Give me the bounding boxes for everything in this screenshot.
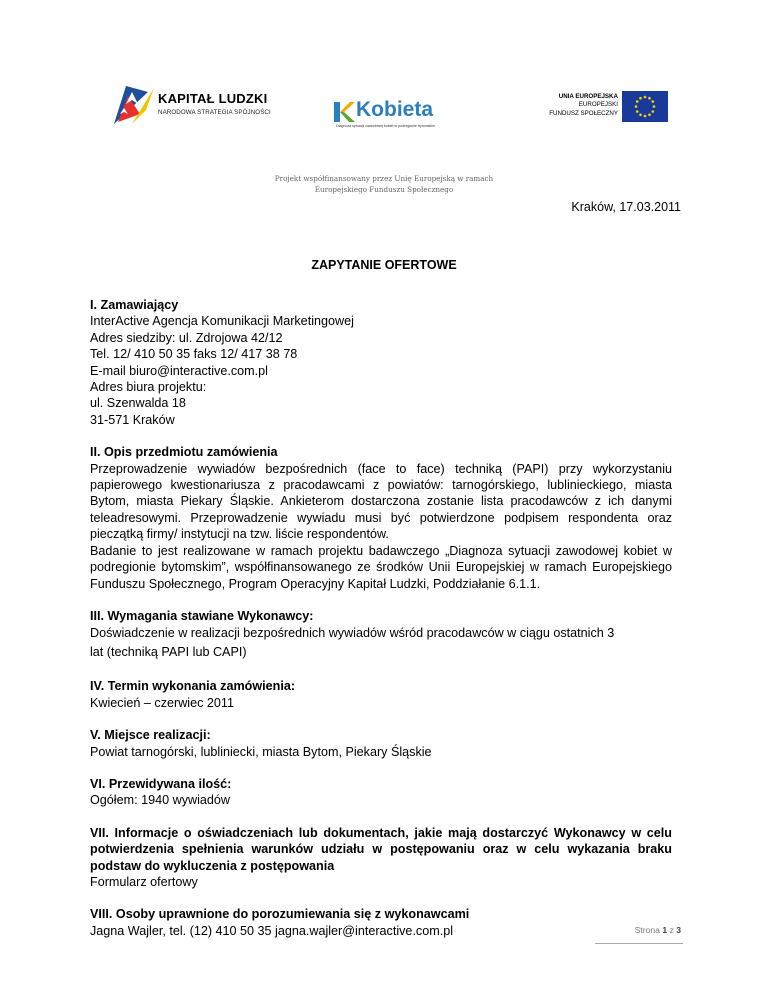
section-heading: IV. Termin wykonania zamówienia: xyxy=(90,679,296,694)
document-body xyxy=(90,297,672,955)
page-number xyxy=(635,925,681,935)
project-office-street: ul. Szenwalda 18 xyxy=(90,396,186,411)
section-location xyxy=(90,727,672,760)
kobieta-k-icon xyxy=(332,101,356,123)
section-deadline xyxy=(90,678,672,711)
cofinancing-line1: Projekt współfinansowany przez Unię Europejską w ramach xyxy=(274,174,494,183)
cofinancing-note xyxy=(0,173,768,195)
page-total: 3 xyxy=(676,925,681,935)
kapital-ludzki-subtitle: NARODOWA STRATEGIA SPÓJNOŚCI xyxy=(158,109,271,116)
kobieta-title: Kobieta xyxy=(356,98,434,121)
page-current: 1 xyxy=(662,925,668,935)
document-date: Kraków, 17.03.2011 xyxy=(571,200,681,214)
requirements-line: Doświadczenie w realizacji bezpośrednich wywiadów wśród pracodawców w ciągu ostatnich 3 xyxy=(90,626,615,641)
section-heading: III. Wymagania stawiane Wykonawcy: xyxy=(90,608,314,623)
eu-logo-line2: EUROPEJSKI xyxy=(578,101,618,109)
description-paragraph: Przeprowadzenie wywiadów bezpośrednich (face to face) techniką (PAPI) przy wykorzystaniu papierowego kwestionariusza z pracodawcami z powiatów: tarnogórskiego, lublinieckiego, miasta Bytom, miasta Piekary Śląskie. Ankieterom dostarczona zostanie lista pracodawców z ich danymi teleadresowymi. Przeprowadzenie wywiadu musi być potwierdzone podpisem respondenta oraz pieczątką firmy/ instytucji na tzw. liście respondentów. xyxy=(90,461,672,542)
section-order-description xyxy=(90,444,672,592)
project-paragraph: Badanie to jest realizowane w ramach projektu badawczego „Diagnoza sytuacji zawodowej kobiet w podregionie bytomskim”, współfinansowanego ze środków Unii Europejskiej w ramach Europejskiego Funduszu Społecznego, Program Operacyjny Kapitał Ludzki, Poddziałanie 6.1.1. xyxy=(90,543,672,591)
eu-logo-line1: UNIA EUROPEJSKA xyxy=(558,93,618,100)
eu-logo xyxy=(548,91,672,123)
project-office-city: 31-571 Kraków xyxy=(90,412,175,427)
company-name: InterActive Agencja Komunikacji Marketingowej xyxy=(90,314,354,329)
company-phone: Tel. 12/ 410 50 35 faks 12/ 417 38 78 xyxy=(90,347,298,362)
project-office-label: Adres biura projektu: xyxy=(90,380,207,395)
company-email: E-mail biuro@interactive.com.pl xyxy=(90,363,268,378)
section-heading: I. Zamawiający xyxy=(90,298,179,312)
section-heading: VII. Informacje o oświadczeniach lub dokumentach, jakie mają dostarczyć Wykonawcy w celu potwierdzenia spełnienia warunków udziału w postępowaniu oraz w celu wykazania braku podstaw do wykluczenia z postępowania xyxy=(90,825,672,873)
kapital-ludzki-title: KAPITAŁ LUDZKI xyxy=(158,91,268,106)
section-requirements xyxy=(90,608,672,662)
quantity-text: Ogółem: 1940 wywiadów xyxy=(90,793,231,808)
cofinancing-line2: Europejskiego Funduszu Społecznego xyxy=(314,185,454,194)
eu-flag-icon xyxy=(622,91,668,122)
kapital-ludzki-star-icon xyxy=(112,84,156,130)
kobieta-subtitle: Diagnoza sytuacji zawodowej kobiet w podregionie bytomskim xyxy=(336,124,436,128)
section-heading: VI. Przewidywana ilość: xyxy=(90,776,232,791)
eu-logo-line3: FUNDUSZ SPOŁECZNY xyxy=(549,109,618,117)
section-heading: VIII. Osoby uprawnione do porozumiewania się z wykonawcami xyxy=(90,907,470,922)
documents-text: Formularz ofertowy xyxy=(90,874,198,889)
eu-logo-text xyxy=(549,93,618,118)
section-quantity xyxy=(90,776,672,809)
section-contact xyxy=(90,906,672,939)
page-of: z xyxy=(669,925,674,935)
requirements-line: lat (techniką PAPI lub CAPI) xyxy=(90,645,247,660)
location-text: Powiat tarnogórski, lubliniecki, miasta Bytom, Piekary Śląskie xyxy=(90,744,432,759)
section-heading: II. Opis przedmiotu zamówienia xyxy=(90,445,278,460)
company-address: Adres siedziby: ul. Zdrojowa 42/12 xyxy=(90,330,283,345)
document-title: ZAPYTANIE OFERTOWE xyxy=(311,258,457,272)
contact-text: Jagna Wajler, tel. (12) 410 50 35 jagna.wajler@interactive.com.pl xyxy=(90,923,454,938)
eu-stars-icon xyxy=(622,91,668,122)
page-label: Strona xyxy=(634,925,660,935)
kapital-ludzki-logo xyxy=(112,84,272,130)
section-documents xyxy=(90,825,672,891)
section-ordering-party xyxy=(90,297,672,428)
section-heading: V. Miejsce realizacji: xyxy=(90,728,211,743)
deadline-text: Kwiecień – czerwiec 2011 xyxy=(90,695,234,710)
footer-divider xyxy=(595,943,683,944)
kobieta-logo xyxy=(332,98,442,132)
